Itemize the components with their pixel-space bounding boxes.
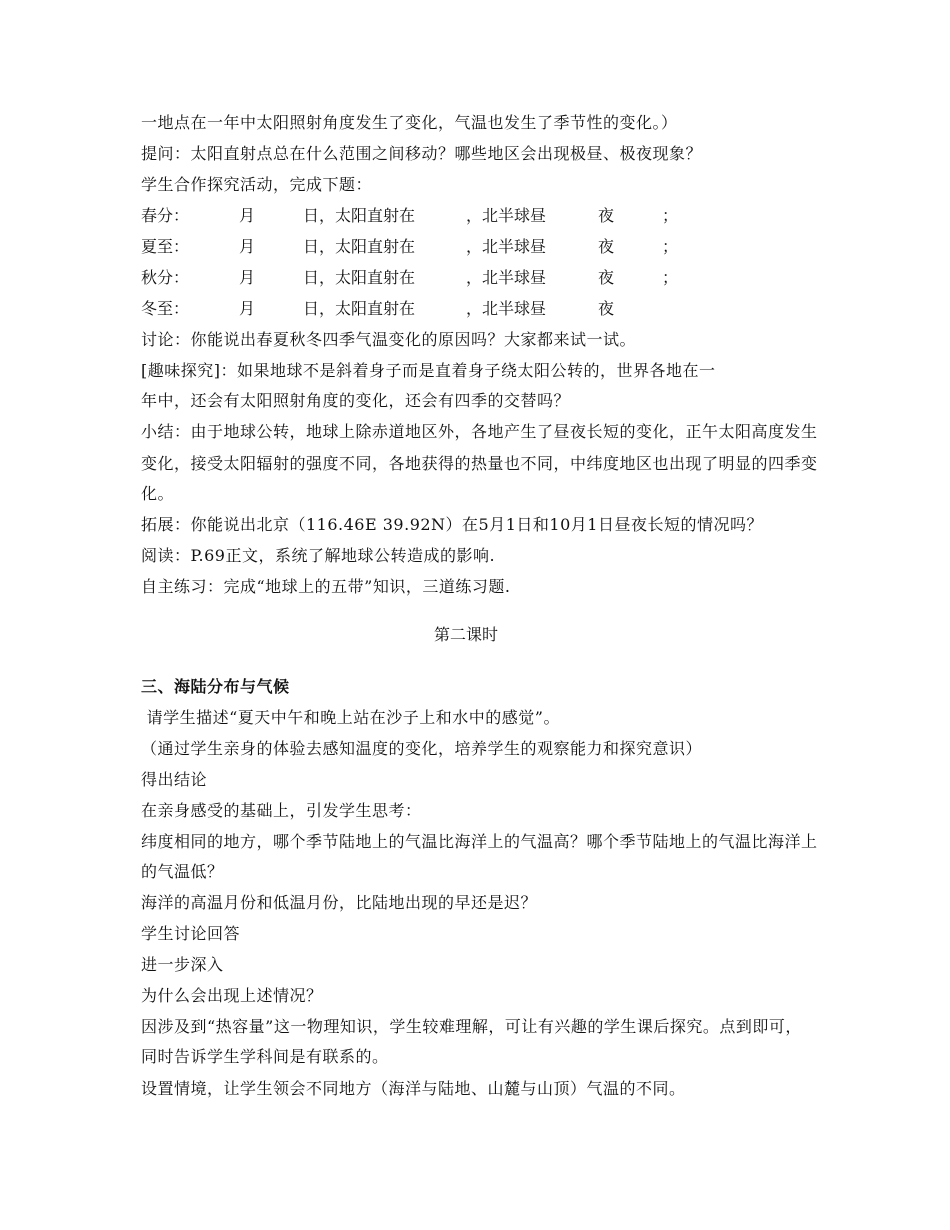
season-label: 冬至：: [141, 299, 190, 318]
fill-row-spring: [141, 206, 741, 226]
summary-line: 小结：由于地球公转，地球上除赤道地区外，各地产生了昼夜长短的变化，正午太阳高度发生: [141, 422, 818, 441]
paragraph-line: 设置情境，让学生领会不同地方（海洋与陆地、山麓与山顶）气温的不同。: [141, 1079, 686, 1098]
extension-line: 拓展：你能说出北京（116.46E 39.92N）在5月1日和10月1日昼夜长短的情况吗？: [141, 515, 763, 534]
summary-line: 化。: [141, 484, 175, 503]
question-line: 提问：太阳直射点总在什么范围之间移动？哪些地区会出现极昼、极夜现象？: [141, 144, 703, 163]
day-label: 日，太阳直射在: [303, 299, 416, 318]
fill-row-autumn: [141, 268, 741, 288]
row-end: ；: [662, 206, 679, 225]
fill-row-summer: [141, 237, 741, 257]
paragraph-line: 在亲身感受的基础上，引发学生思考：: [141, 801, 422, 820]
season-label: 秋分：: [141, 268, 190, 287]
night-label: 夜: [598, 237, 615, 256]
section-heading: 三、海陆分布与气候: [141, 677, 290, 696]
paragraph-line: 海洋的高温月份和低温月份，比陆地出现的早还是迟？: [141, 893, 538, 912]
paragraph-line: 得出结论: [141, 770, 208, 789]
night-label: 夜: [598, 268, 615, 287]
hemisphere-label: ，北半球昼: [466, 206, 547, 225]
day-label: 日，太阳直射在: [303, 206, 416, 225]
paragraph-line: 进一步深入: [141, 955, 224, 974]
paragraph-line: 学生讨论回答: [141, 924, 241, 943]
night-label: 夜: [598, 299, 615, 318]
summary-line: 变化，接受太阳辐射的强度不同，各地获得的热量也不同，中纬度地区也出现了明显的四季变: [141, 454, 818, 473]
activity-line: 学生合作探究活动，完成下题：: [141, 175, 373, 194]
practice-line: 自主练习：完成“地球上的五带”知识，三道练习题.: [141, 577, 511, 596]
paragraph-line: 为什么会出现上述情况？: [141, 986, 323, 1005]
day-label: 日，太阳直射在: [303, 237, 416, 256]
paragraph-line: 一地点在一年中太阳照射角度发生了变化，气温也发生了季节性的变化。）: [141, 113, 678, 132]
month-label: 月: [239, 237, 256, 256]
month-label: 月: [239, 299, 256, 318]
fill-row-winter: [141, 299, 741, 319]
paragraph-line: 请学生描述“夏天中午和晚上站在沙子上和水中的感觉”。: [141, 708, 560, 727]
day-label: 日，太阳直射在: [303, 268, 416, 287]
month-label: 月: [239, 206, 256, 225]
season-label: 春分：: [141, 206, 190, 225]
hemisphere-label: ，北半球昼: [466, 237, 547, 256]
reading-line: 阅读：P.69正文，系统了解地球公转造成的影响.: [141, 546, 496, 565]
paragraph-line: 同时告诉学生学科间是有联系的。: [141, 1047, 389, 1066]
paragraph-line: （通过学生亲身的体验去感知温度的变化，培养学生的观察能力和探究意识）: [141, 739, 703, 758]
inquiry-line: [趣味探究]：如果地球不是斜着身子而是直着身子绕太阳公转的，世界各地在一: [141, 361, 716, 380]
paragraph-line: 因涉及到“热容量”这一物理知识，学生较难理解，可让有兴趣的学生课后探究。点到即可，: [141, 1017, 802, 1036]
paragraph-line: 的气温低？: [141, 862, 224, 881]
month-label: 月: [239, 268, 256, 287]
hemisphere-label: ，北半球昼: [466, 268, 547, 287]
inquiry-line: 年中，还会有太阳照射角度的变化，还会有四季的交替吗？: [141, 391, 571, 410]
night-label: 夜: [598, 206, 615, 225]
discussion-line: 讨论：你能说出春夏秋冬四季气温变化的原因吗？大家都来试一试。: [141, 330, 637, 349]
paragraph-line: 纬度相同的地方，哪个季节陆地上的气温比海洋上的气温高？哪个季节陆地上的气温比海洋上: [141, 832, 818, 851]
season-label: 夏至：: [141, 237, 190, 256]
row-end: ；: [662, 237, 679, 256]
section-title: 第二课时: [433, 625, 498, 644]
hemisphere-label: ，北半球昼: [466, 299, 547, 318]
row-end: ；: [662, 268, 679, 287]
